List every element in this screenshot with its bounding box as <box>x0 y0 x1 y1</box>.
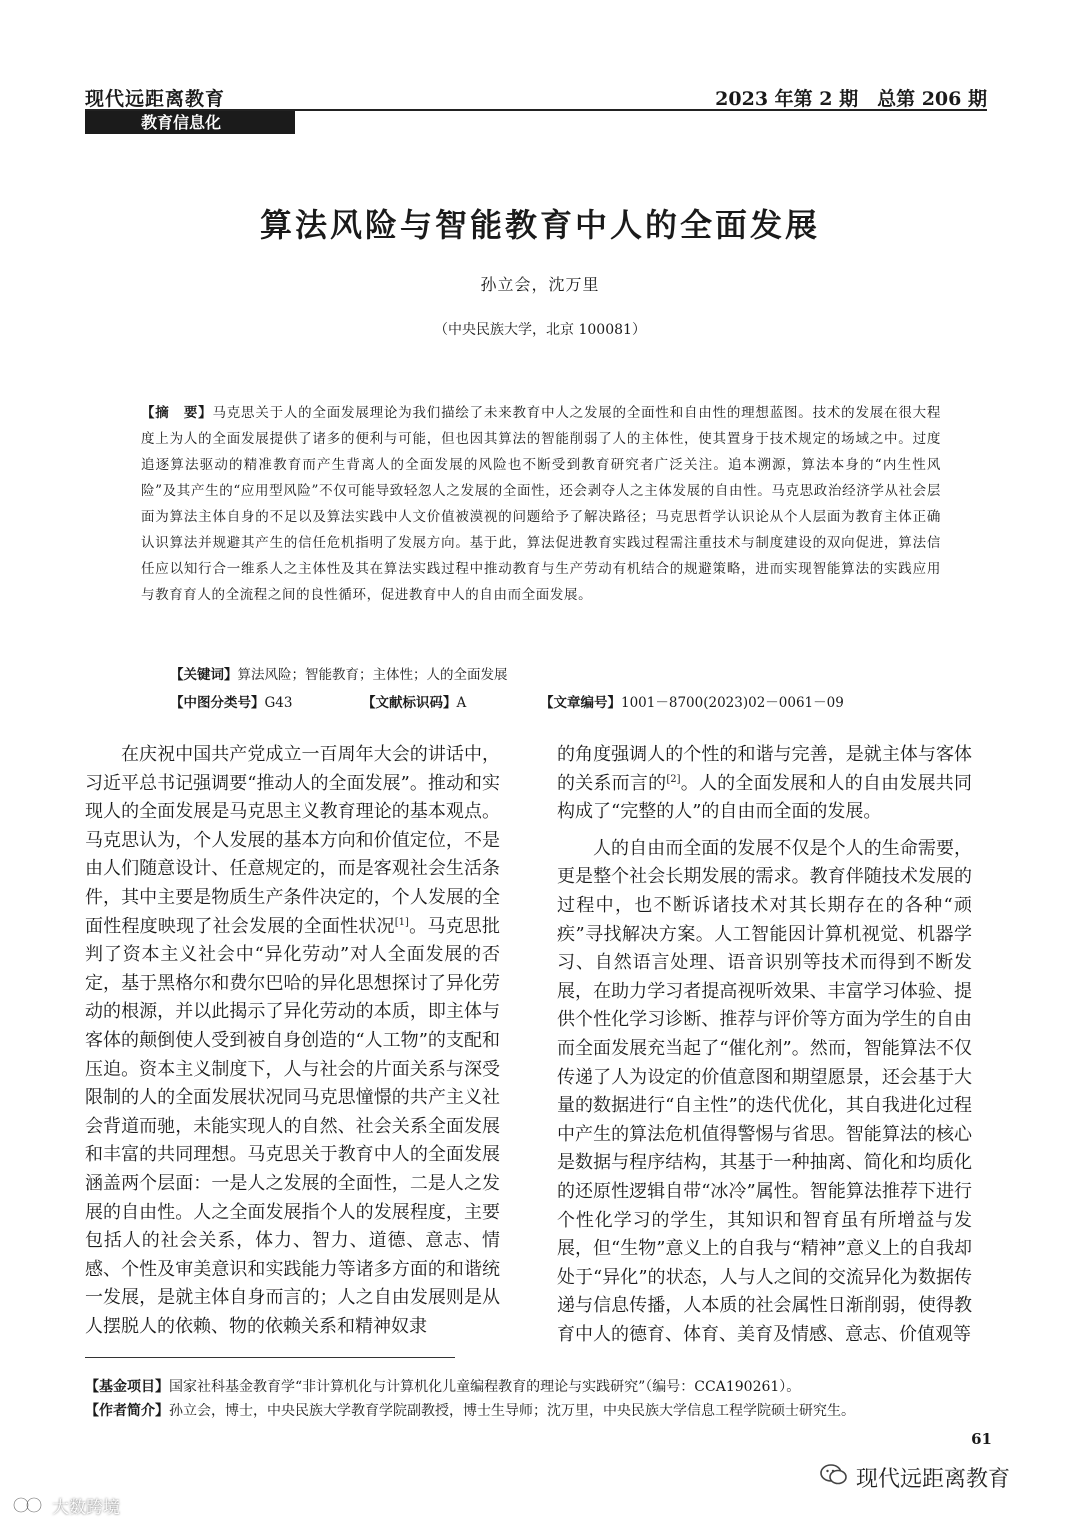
wechat-icon <box>820 1463 848 1493</box>
doc-code-label: 【文献标识码】 <box>362 695 457 711</box>
article-affiliation: （中央民族大学，北京 100081） <box>434 322 646 338</box>
journal-name: 现代远距离教育 <box>85 88 226 110</box>
abstract <box>141 400 941 608</box>
citation: [1] <box>394 916 409 928</box>
body-left-column <box>85 741 500 1341</box>
author-note-label: 【作者简介】 <box>85 1403 169 1419</box>
article-title: 算法风险与智能教育中人的全面发展 <box>259 206 820 244</box>
keywords <box>170 662 508 688</box>
site-watermark <box>12 1492 120 1518</box>
clc-value: G43 <box>264 695 293 711</box>
body-paragraph <box>85 741 500 1341</box>
author-note <box>85 1399 995 1423</box>
author-note-text: 孙立会，博士，中央民族大学教育学院副教授，博士生导师；沈万里，中央民族大学信息工程学院硕士研究生。 <box>169 1403 855 1419</box>
page-number: 61 <box>971 1430 992 1448</box>
keywords-text: 算法风险；智能教育；主体性；人的全面发展 <box>237 667 508 683</box>
doc-code-value: A <box>456 695 467 711</box>
issue-info: 2023 年第 2 期 总第 206 期 <box>715 88 987 110</box>
body-paragraph <box>557 835 972 1350</box>
brand-logo-icon <box>12 1494 46 1516</box>
abstract-text: 马克思关于人的全面发展理论为我们描绘了未来教育中人之发展的全面性和自由性的理想蓝图。技术的发展在很大程度上为人的全面发展提供了诸多的便利与可能，但也因其算法的智能削弱了人的主体性，使其置身于技术规定的场域之中。过度追逐算法驱动的精准教育而产生背离人的全面发展的风险也不断受到教育研究者广泛关注。追本溯源，算法本身的“内生性风险”及其产生的“应用型风险”不仅可能导致轻忽人之发展的全面性，还会剥夺人之主体发展的自由性。马克思政治经济学从社会层面为算法主体自身的不足以及算法实践中人文价值被漠视的问题给予了解决路径；马克思哲学认识论从个人层面为教育主体正确认识算法并规避其产生的信任危机指明了发展方向。基于此，算法促进教育实践过程需注重技术与制度建设的双向促进，算法信任应以知行合一维系人之主体性及其在算法实践过程中推动教育与生产劳动有机结合的规避策略，进而实现智能算法的实践应用与教育育人的全流程之间的良性循环，促进教育中人的自由而全面发展。 <box>141 405 941 603</box>
footnote-rule <box>85 1357 455 1358</box>
footnotes <box>85 1375 995 1423</box>
doc-code <box>362 690 466 716</box>
article-authors: 孙立会，沈万里 <box>480 275 600 294</box>
fund-text: 国家社科基金教育学“非计算机化与计算机化儿童编程教育的理论与实践研究”（编号：CCA190261）。 <box>169 1379 801 1395</box>
fund-note <box>85 1375 995 1399</box>
body-text: 。马克思批判了资本主义社会中“异化劳动”对人全面发展的否定，基于黑格尔和费尔巴哈的异化思想探讨了异化劳动的根源，并以此揭示了异化劳动的本质，即主体与客体的颠倒使人受到被自身创造的“人工物”的支配和压迫。资本主义制度下，人与社会的片面关系与深受限制的人的全面发展状况同马克思憧憬的共产主义社会背道而驰，未能实现人的自然、社会关系全面发展和丰富的共同理想。马克思关于教育中人的全面发展涵盖两个层面：一是人之发展的全面性，二是人之发展的自由性。人之全面发展指个人的发展程度，主要包括人的社会关系，体力、智力、道德、意志、情感、个性及审美意识和实践能力等诸多方面的和谐统一发展，是就主体自身而言的；人之自由发展则是从人摆脱人的依赖、物的依赖关系和精神奴隶 <box>85 915 501 1337</box>
fund-label: 【基金项目】 <box>85 1379 169 1395</box>
body-text: 人的自由而全面的发展不仅是个人的生命需要，更是整个社会长期发展的需求。教育伴随技术发展的过程中，也不断诉诸技术对其长期存在的各种“顽疾”寻找解决方案。人工智能因计算机视觉、机器学习、自然语言处理、语音识别等技术而得到不断发展，在助力学习者提高视听效果、丰富学习体验、提供个性化学习诊断、推荐与评价等方面为学生的自由而全面发展充当起了“催化剂”。然而，智能算法不仅传递了人为设定的价值意图和期望愿景，还会基于大量的数据进行“自主性”的迭代优化，其自我进化过程中产生的算法危机值得警惕与省思。智能算法的核心是数据与程序结构，其基于一种抽离、简化和均质化的还原性逻辑自带“冰冷”属性。智能算法推荐下进行个性化学习的学生，其知识和智育虽有所增益与发展，但“生物”意义上的自我与“精神”意义上的自我却处于“异化”的状态，人与人之间的交流异化为数据传递与信息传播，人本质的社会属性日渐削弱，使得教育中人的德育、体育、美育及情感、意志、价值观等 <box>557 837 972 1345</box>
body-text: 的角度强调人的个性的和谐与完善，是就主体与客体的关系而言的 <box>557 744 972 794</box>
keywords-label: 【关键词】 <box>170 667 238 683</box>
body-text: 在庆祝中国共产党成立一百周年大会的讲话中，习近平总书记强调要“推动人的全面发展”。推动和实现人的全面发展是马克思主义教育理论的基本观点。马克思认为，个人发展的基本方向和价值定位，不是由人们随意设计、任意规定的，而是客观社会生活条件，其中主要是物质生产条件决定的，个人发展的全面性程度映现了社会发展的全面性状况 <box>85 744 500 937</box>
clc-label: 【中图分类号】 <box>170 695 265 711</box>
article-number-value: 1001－8700(2023)02－0061－09 <box>621 695 844 711</box>
article-number-label: 【文章编号】 <box>540 695 621 711</box>
body-paragraph <box>557 741 972 827</box>
section-label: 教育信息化 <box>85 111 295 134</box>
article-number <box>540 690 844 716</box>
body-right-column <box>557 741 972 1349</box>
clc-code <box>170 690 292 716</box>
wechat-watermark <box>820 1462 1010 1493</box>
body-text: 。人的全面发展和人的自由发展共同构成了“完整的人”的自由而全面的发展。 <box>557 772 973 823</box>
citation: [2] <box>666 773 681 785</box>
wechat-account-name: 现代远距离教育 <box>856 1467 1011 1492</box>
abstract-label: 【摘 要】 <box>141 405 213 421</box>
brand-watermark-text: 大数跨境 <box>52 1497 120 1518</box>
